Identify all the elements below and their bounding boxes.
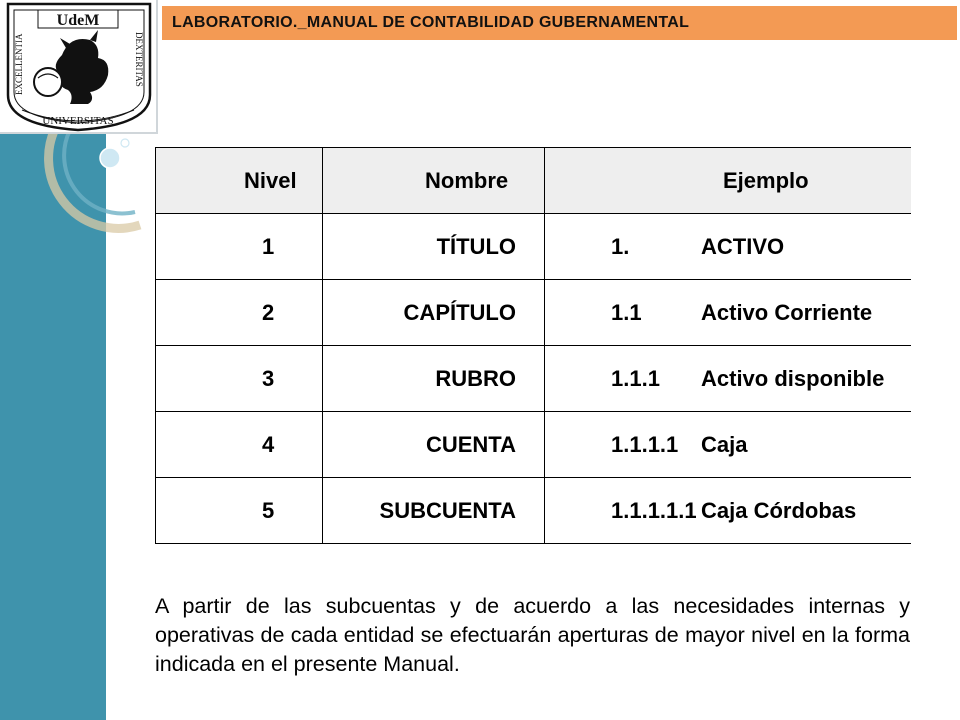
ejemplo-code: 1.1.1.1.1: [611, 497, 697, 523]
ejemplo-account: ACTIVO: [701, 233, 785, 259]
ejemplo-cell: [545, 214, 911, 280]
ejemplo-account: Caja Córdobas: [701, 497, 857, 523]
ejemplo-account: Activo disponible: [701, 365, 885, 391]
ejemplo-cell: [545, 280, 911, 346]
header-nombre: Nombre: [323, 148, 545, 214]
table-row: [156, 214, 911, 280]
nivel-cell: 5: [156, 478, 323, 544]
ejemplo-code: 1.1: [611, 299, 642, 325]
nivel-cell: 1: [156, 214, 323, 280]
nombre-cell: CUENTA: [323, 412, 545, 478]
ejemplo-cell: [545, 412, 911, 478]
accounts-table-container: [155, 147, 910, 544]
nivel-cell: 2: [156, 280, 323, 346]
nivel-cell: 4: [156, 412, 323, 478]
svg-text:UdeM: UdeM: [56, 12, 100, 29]
table-row: [156, 346, 911, 412]
nombre-cell: CAPÍTULO: [323, 280, 545, 346]
page-title: LABORATORIO._MANUAL DE CONTABILIDAD GUBERNAMENTAL: [172, 14, 690, 31]
header-nivel: Nivel: [156, 148, 323, 214]
ejemplo-account: Caja: [701, 431, 748, 457]
header-bar: [162, 6, 957, 40]
table-row: [156, 478, 911, 544]
description-paragraph: A partir de las subcuentas y de acuerdo a las necesidades internas y operativas de cada entidad se efectuarán aperturas de mayor nivel en la forma indicada en el presente Manual.: [155, 593, 910, 676]
nivel-cell: 3: [156, 346, 323, 412]
nombre-cell: RUBRO: [323, 346, 545, 412]
ejemplo-code: 1.1.1: [611, 365, 660, 391]
table-header-row: [156, 148, 911, 214]
table-row: [156, 280, 911, 346]
logo-right-text: DEXTERITAS: [134, 32, 144, 87]
university-logo: [0, 0, 158, 134]
accounts-level-table: [155, 147, 911, 544]
logo-top-text: [57, 12, 100, 29]
table-row: [156, 412, 911, 478]
header-ejemplo: Ejemplo: [545, 148, 911, 214]
ejemplo-cell: [545, 478, 911, 544]
ejemplo-code: 1.: [611, 233, 630, 259]
logo-left-text: EXCELLENTIA: [14, 33, 24, 95]
nombre-cell: TÍTULO: [323, 214, 545, 280]
ejemplo-code: 1.1.1.1: [611, 431, 679, 457]
ejemplo-cell: [545, 346, 911, 412]
crest-emblem: [0, 0, 156, 132]
ejemplo-account: Activo Corriente: [701, 299, 873, 325]
logo-bottom-text: UNIVERSITAS: [42, 115, 114, 127]
nombre-cell: SUBCUENTA: [323, 478, 545, 544]
